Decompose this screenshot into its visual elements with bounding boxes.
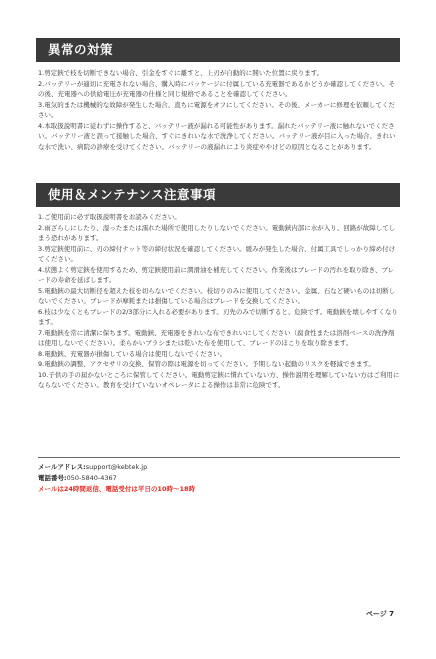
list-item: 5.電動鋏の最大切断径を超えた枝を切らないでください。枝切りのみに使用してください。金属、石など硬いものは切断しないでください。ブレードが摩耗または損傷している場合はブレードを交換してください。 [38, 286, 396, 305]
list-item: 3.電気的または機械的な故障が発生した場合、直ちに電源をオフにしてください。その後、メーカーに修理を依頼してください。 [38, 100, 395, 119]
list-item: 10.子供の手の届かないところに保管してください。電動剪定鋏に慣れていない方、操作説明を理解していない方はご利用にならないでください。教育を受けていないオペレータによる操作は非常に危険です。 [38, 370, 400, 389]
list-item: 4.状態よく剪定鋏を使用するため、剪定鋏使用前に潤滑油を補充してください。作業後はブレードの汚れを取り除き、ブレードの寿命を延ばします。 [38, 265, 395, 284]
list-item: 9.電動鋏の調整、アクセサリの交換、保管の際は電源を切ってください。予期しない起動のリスクを軽減できます。 [38, 360, 375, 368]
phone-number: 050-5840-4367 [66, 474, 117, 482]
email-link[interactable]: support@kebtek.jp [85, 463, 148, 471]
support-hours-note: メールは24時間返信、電話受付は平日の10時〜18時 [38, 485, 196, 493]
section-title: 異常の対策 [48, 42, 114, 57]
list-item: 8.電動鋏、充電器が損傷している場合は使用しないでください。 [38, 349, 227, 358]
list-item: 6.枝は少なくともブレードの2/3部分に入れる必要があります。刃先のみで切断すると、危険です。電動鋏を壊しやすくなります。 [38, 307, 398, 326]
troubleshooting-list [38, 68, 400, 152]
email-label: メールアドレス: [38, 463, 86, 471]
divider [38, 457, 400, 458]
phone-row [38, 473, 400, 484]
section-header-troubleshooting [36, 38, 400, 62]
contact-block [38, 462, 400, 495]
list-item: 1.ご使用前に必ず取扱説明書をお読みください。 [38, 213, 181, 221]
section-title: 使用＆メンテナンス注意事項 [48, 187, 217, 202]
list-item: 3.剪定鋏使用前に、刃の締付ナット等の締付状況を確認してください。緩みが発生した場合、付属工具でしっかり締め付けてください。 [38, 244, 396, 263]
list-item: 1.剪定鋏で枝を切断できない場合、引金をすぐに離すと、上刃が自動的に開いた位置に戻ります。 [38, 69, 324, 77]
list-item: 4.本取扱説明書に従わずに操作すると、バッテリー液が漏れる可能性があります。漏れたバッテリー液に触れないでください。バッテリー液と誤って接触した場合、すぐにきれいな水で洗浄してください。バッテリー液が目に入った場合、きれいな水で洗い、病院の診療を受けてください。バッテリーの液漏れにより炎症ややけどの原因となることがあります。 [38, 121, 396, 151]
maintenance-list [38, 212, 400, 391]
phone-label: 電話番号: [38, 474, 67, 482]
email-row [38, 462, 400, 473]
list-item: 2.バッテリーが適切に充電されない場合、購入時にパッケージに付属している充電器であるかどうか確認してください。その後、充電器への供給電圧が充電器の仕様と同じ規格であることを確認してください。 [38, 79, 396, 98]
list-item: 2.雨ざらしにしたり、湿ったまたは濡れた場所で使用したりしないでください。電動鋏内部に水が入り、回路が故障してしまう恐れがあります。 [38, 223, 396, 242]
section-header-maintenance [36, 183, 400, 207]
page-number: ページ 7 [365, 610, 394, 618]
list-item: 7.電動鋏を常に清潔に保ちます。電動鋏、充電器をきれいな布できれいにしてください（腐食性または溶剤ベースの洗浄剤は使用しないでください）。柔らかいブラシまたは乾いた布を使用して、ブレードのほこりを取り除きます。 [38, 328, 395, 347]
